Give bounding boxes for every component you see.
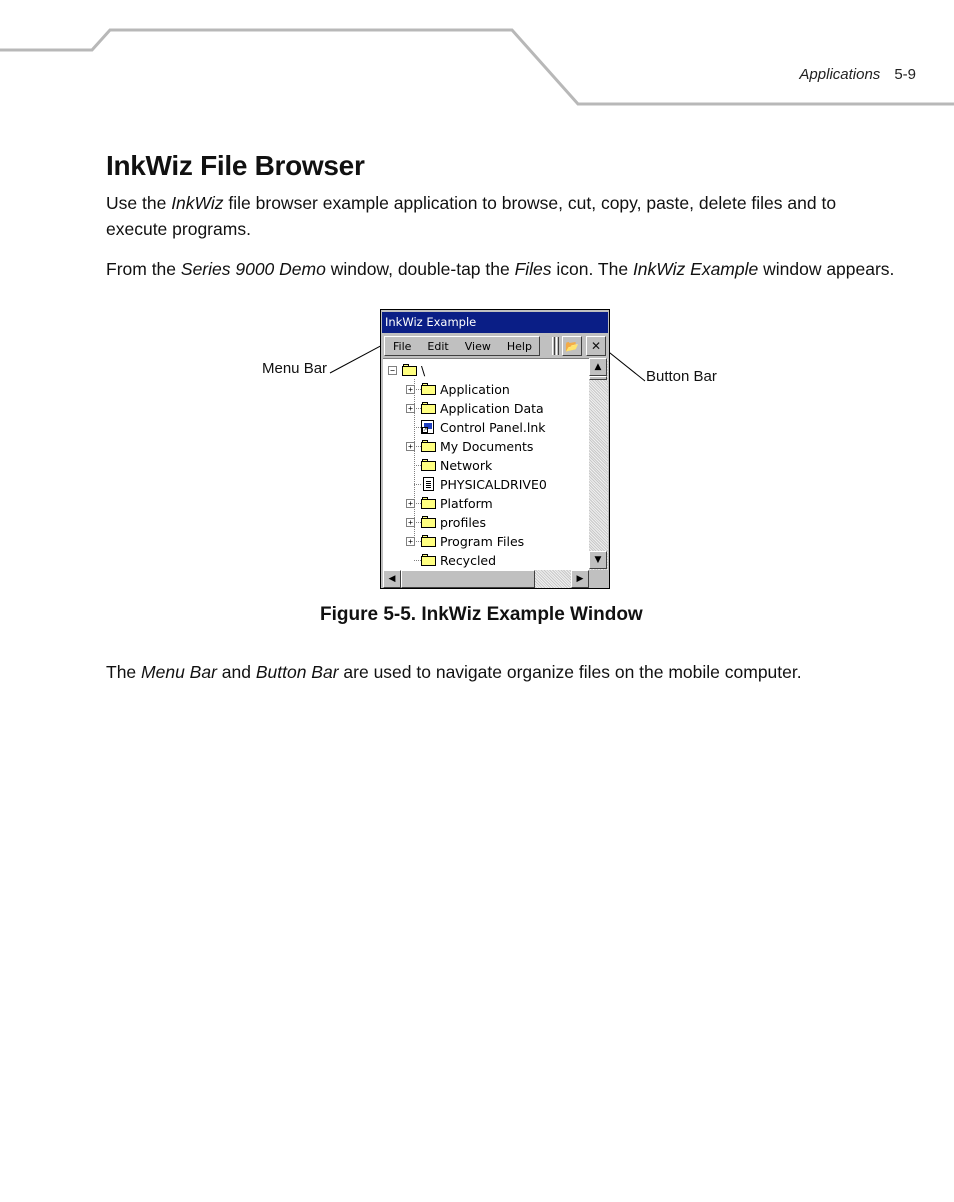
tree-item[interactable] <box>383 532 589 551</box>
scroll-left-button[interactable] <box>383 570 401 588</box>
shortcut-icon: ↗ <box>421 420 434 434</box>
tree-item[interactable] <box>383 475 589 494</box>
menu-bar <box>384 336 540 356</box>
close-icon: ✕ <box>590 339 602 353</box>
folder-icon <box>421 440 436 452</box>
arrow-left-icon: ◀ <box>388 574 396 584</box>
arrow-up-icon: ▲ <box>594 362 602 372</box>
expand-icon[interactable]: + <box>406 537 415 546</box>
tree-item[interactable] <box>383 513 589 532</box>
menu-edit[interactable]: Edit <box>427 339 449 353</box>
tree-item-label: profiles <box>440 515 486 530</box>
section-name: Applications <box>799 66 881 83</box>
open-folder-icon: 📂 <box>565 339 579 353</box>
summary-paragraph: The Menu Bar and Button Bar are used to navigate organize files on the mobile computer. <box>106 662 802 682</box>
page-number: 5-9 <box>894 66 916 83</box>
scroll-down-button[interactable] <box>589 551 607 569</box>
folder-icon <box>421 459 436 471</box>
scroll-right-button[interactable] <box>571 570 589 588</box>
tree-item[interactable] <box>383 437 589 456</box>
open-folder-button[interactable] <box>562 336 582 356</box>
tree-root-label: \ <box>421 363 426 378</box>
figure-caption: Figure 5-5. InkWiz Example Window <box>320 604 643 625</box>
instruction-paragraph: From the Series 9000 Demo window, double-tap the Files icon. The InkWiz Example window appears. <box>106 259 895 279</box>
open-folder-icon <box>402 364 417 376</box>
tree-item-label: Control Panel.lnk <box>440 420 546 435</box>
scrollbar-corner <box>589 570 608 588</box>
tree-item[interactable] <box>383 456 589 475</box>
menu-file[interactable]: File <box>393 339 412 353</box>
scroll-up-button[interactable] <box>589 358 607 376</box>
tree-item-label: Platform <box>440 496 493 511</box>
tree-item-label: Program Files <box>440 534 525 549</box>
tree-item[interactable] <box>383 399 589 418</box>
expand-icon[interactable]: + <box>406 404 415 413</box>
folder-icon <box>421 497 436 509</box>
folder-icon <box>421 535 436 547</box>
window-title: InkWiz Example <box>382 312 608 333</box>
tree-item[interactable] <box>383 380 589 399</box>
tree-item-label: Network <box>440 458 493 473</box>
tree-item-label: Recycled <box>440 553 497 568</box>
intro-paragraph: Use the InkWiz file browser example application to browse, cut, copy, paste, delete files and to execute programs. <box>106 193 837 239</box>
callout-button-bar: Button Bar <box>646 368 717 385</box>
toolbar-grip[interactable] <box>552 337 555 355</box>
file-icon <box>423 477 434 491</box>
tree-item-label: PHYSICALDRIVE0 <box>440 477 547 492</box>
inkwiz-window <box>380 309 610 589</box>
horizontal-scrollbar[interactable] <box>383 570 589 588</box>
folder-icon <box>421 402 436 414</box>
arrow-right-icon: ▶ <box>576 574 584 584</box>
folder-icon <box>421 516 436 528</box>
folder-icon <box>421 554 436 566</box>
toolbar <box>382 334 608 358</box>
tree-item-label: Application <box>440 382 510 397</box>
tree-item[interactable] <box>383 418 589 437</box>
expand-icon[interactable]: + <box>406 385 415 394</box>
file-tree[interactable] <box>383 358 589 570</box>
vertical-scrollbar[interactable] <box>589 358 608 570</box>
tree-item[interactable] <box>383 551 589 570</box>
close-button[interactable] <box>586 336 606 356</box>
expand-icon[interactable]: + <box>406 499 415 508</box>
tree-item[interactable] <box>383 494 589 513</box>
tree-root[interactable] <box>383 361 589 380</box>
vertical-scroll-thumb[interactable] <box>589 376 607 380</box>
folder-icon <box>421 383 436 395</box>
horizontal-scroll-thumb[interactable] <box>401 570 535 588</box>
menu-help[interactable]: Help <box>506 339 532 353</box>
page-title: InkWiz File Browser <box>106 150 365 181</box>
toolbar-grip[interactable] <box>556 337 559 355</box>
arrow-down-icon: ▼ <box>594 555 602 565</box>
callout-menu-bar: Menu Bar <box>262 360 328 377</box>
menu-view[interactable]: View <box>464 339 491 353</box>
tree-item-label: My Documents <box>440 439 534 454</box>
tree-item-label: Application Data <box>440 401 544 416</box>
expand-icon[interactable]: + <box>406 518 415 527</box>
inkwiz-window-figure <box>380 309 610 589</box>
collapse-icon[interactable]: − <box>388 366 397 375</box>
expand-icon[interactable]: + <box>406 442 415 451</box>
